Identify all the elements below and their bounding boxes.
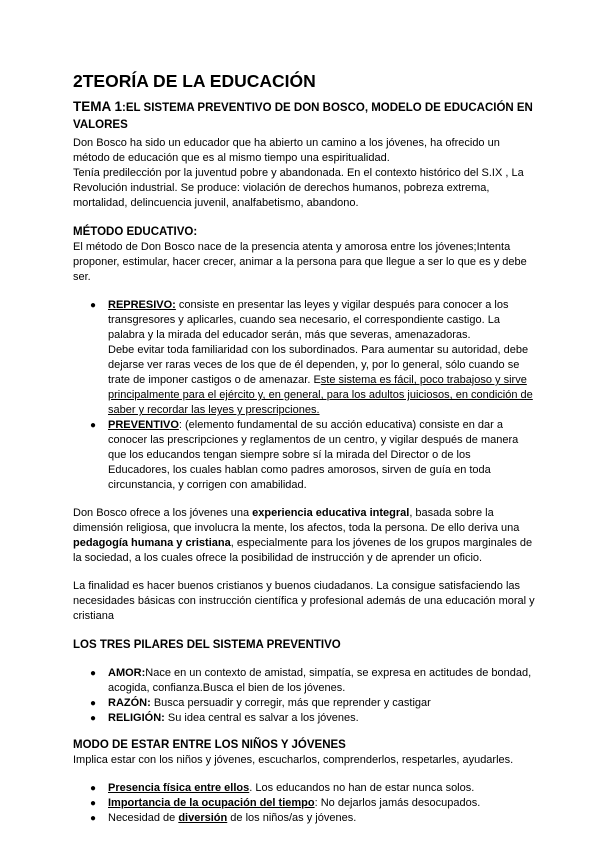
list-item-diversion [73,811,535,826]
modo-paragraph: Implica estar con los niños y jóvenes, escucharlos, comprenderlos, respetarles, ayudarles. [73,754,514,766]
modo-list [73,781,535,826]
bullet-icon: ● [90,713,97,724]
modo-heading: MODO DE ESTAR ENTRE LOS NIÑOS Y JÓVENES [73,739,346,751]
bullet-icon: ● [90,813,97,824]
diversion-text: de los niños/as y jóvenes. [227,812,357,824]
experiencia-paragraph [73,506,535,566]
razon-label: RAZÓN: [108,697,151,709]
presencia-label: Presencia física entre ellos [108,782,250,794]
tema-title: :EL SISTEMA PREVENTIVO DE DON BOSCO, MODELO DE EDUCACIÓN EN VALORES [73,102,533,131]
bullet-icon: ● [90,300,97,311]
bullet-icon: ● [90,798,97,809]
pilares-heading: LOS TRES PILARES DEL SISTEMA PREVENTIVO [73,639,341,651]
represivo-text-2: Debe evitar toda familiaridad con los subordinados. Para aumentar su autoridad, debe dejarse ver raras veces de los que de él dependen, y, por lo general, sólo cuando se trate de imponer castigos o de amenazar. E [108,344,529,386]
represivo-underlined: ste sistema es fácil, poco trabajoso y sirve principalmente para el ejército y, en general, para los adultos juiciosos, en condición de saber y recordar las leyes y prescripciones. [108,374,533,416]
razon-text: Busca persuadir y corregir, más que reprender y castigar [150,697,431,709]
list-item-represivo [73,298,535,418]
list-item-ocupacion [73,796,535,811]
experiencia-text-1: Don Bosco ofrece a los jóvenes una [73,507,253,519]
bullet-icon: ● [90,668,97,679]
preventivo-text: : (elemento fundamental de su acción educativa) consiste en dar a conocer las prescripciones y reglamentos de un centro, y vigilar después de manera que los educandos tengan siempre sobre sí la mirada del Director o de los Educadores, los cuales hablan como padres amorosos, sirven de guía en toda circunstancia, y corrigen con amabilidad. [108,419,519,491]
intro-paragraph-1: Don Bosco ha sido un educador que ha abierto un camino a los jóvenes, ha ofrecido un método de educación que es al mismo tiempo una espiritualidad. [73,137,500,164]
bullet-icon: ● [90,420,97,431]
list-item-razon [73,696,535,711]
pilares-list [73,666,535,726]
preventivo-label: PREVENTIVO [108,419,179,431]
list-item-preventivo [73,418,535,493]
diversion-label: diversión [178,812,228,824]
experiencia-text-3: , especialmente para los jóvenes de los grupos marginales de la sociedad, a los cuales ofrece la posibilidad de instrucción y de aprender un oficio. [73,537,533,564]
experiencia-bold-1: experiencia educativa integral [252,507,410,519]
ocupacion-text: : No dejarlos jamás desocupados. [314,797,481,809]
diversion-pre: Necesidad de [108,812,179,824]
tema-heading [73,98,535,134]
religion-text: Su idea central es salvar a los jóvenes. [164,712,359,724]
represivo-label: REPRESIVO: [108,299,176,311]
finalidad-paragraph: La finalidad es hacer buenos cristianos y buenos ciudadanos. La consigue satisfaciendo las necesidades básicas con instrucción científica y profesional además de una educación moral y cristiana [73,580,535,622]
amor-text: Nace en un contexto de amistad, simpatía, se expresa en actitudes de bondad, acogida, confianza.Busca el bien de los jóvenes. [108,667,532,694]
religion-label: RELIGIÓN: [108,712,165,724]
bullet-icon: ● [90,783,97,794]
intro-paragraph-2: Tenía predilección por la juventud pobre y abandonada. En el contexto histórico del S.IX , La Revolución industrial. Se produce: violación de derechos humanos, pobreza extrema, mortalidad, delincuencia juvenil, analfabetismo, abandono. [73,167,524,209]
experiencia-bold-2: pedagogía humana y cristiana [73,537,231,549]
tema-number: TEMA 1 [73,99,123,114]
amor-label: AMOR: [108,667,146,679]
ocupacion-label: Importancia de la ocupación del tiempo [108,797,315,809]
metodo-paragraph: El método de Don Bosco nace de la presencia atenta y amorosa entre los jóvenes;Intenta proponer, estimular, hacer crecer, animar a la persona para que llegue a ser lo que es y debe ser. [73,241,527,283]
list-item-presencia [73,781,535,796]
metodo-heading: MÉTODO EDUCATIVO: [73,226,198,238]
list-item-amor [73,666,535,696]
document-content [73,70,535,826]
bullet-icon: ● [90,698,97,709]
experiencia-text-2: , basada sobre la dimensión religiosa, que involucra la mente, los afectos, toda la persona. De ello deriva una [73,507,520,534]
metodo-list [73,298,535,493]
represivo-text: consiste en presentar las leyes y vigilar después para conocer a los transgresores y aplicarles, cuando sea necesario, el correspondiente castigo. La palabra y la mirada del educador serán, más que severas, amenazadoras. [108,299,509,341]
presencia-text: . Los educandos no han de estar nunca solos. [249,782,475,794]
list-item-religion [73,711,535,726]
document-title: 2TEORÍA DE LA EDUCACIÓN [73,71,316,91]
